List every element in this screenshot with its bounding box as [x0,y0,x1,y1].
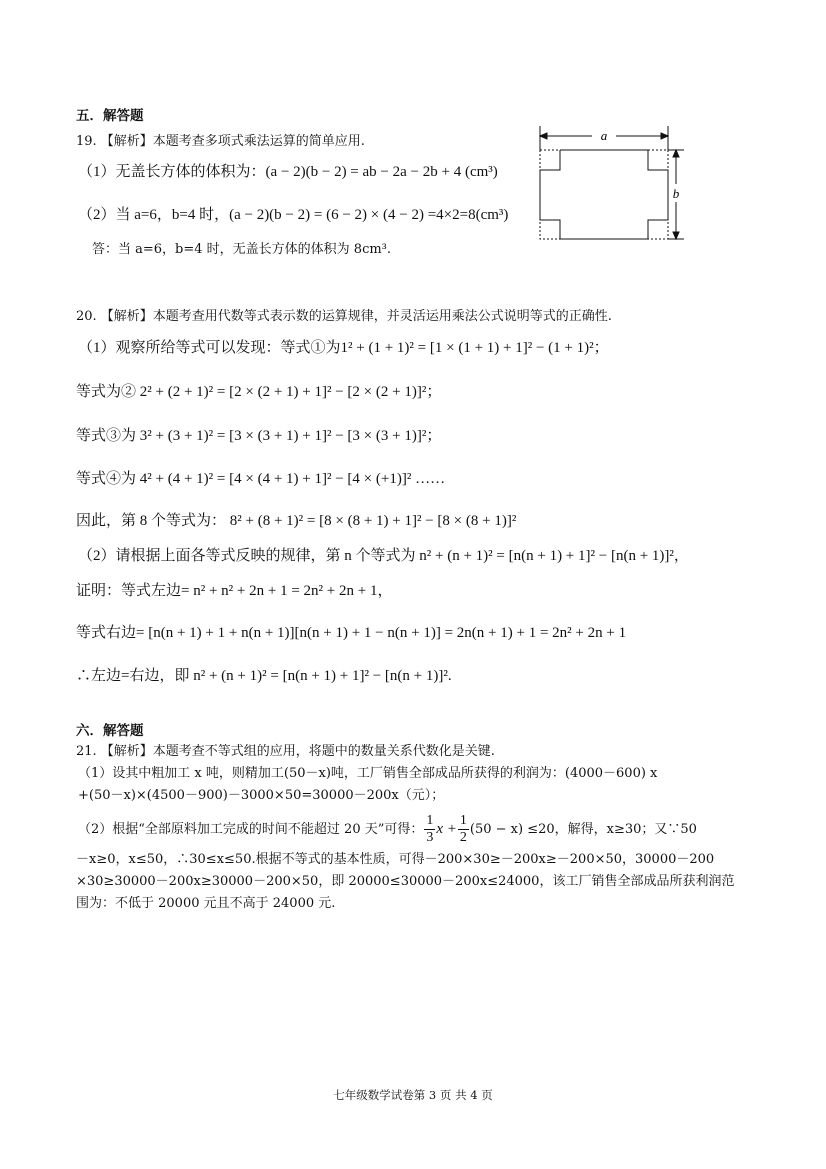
q20-line-1: （1）观察所给等式可以发现：等式①为1² + (1 + 1)² = [1 × (1 + 1) + 1]² − (1 + 1)²； [78,340,609,356]
q21-line-4: －x≥0，x≤50，∴30≤x≤50.根据不等式的基本性质，可得－200×30≥－200x≥－200×50，30000－200 [76,852,715,867]
q20-line-8: 等式右边= [n(n + 1) + 1 + n(n + 1)][n(n + 1) + 1 − n(n + 1)] = 2n(n + 1) + 1 = 2n² + 2n + 1 [76,625,627,641]
q20-line-6: （2）请根据上面各等式反映的规律，第 n 个等式为 n² + (n + 1)² = [n(n + 1) + 1]² − [n(n + 1)]²， [78,548,689,564]
q20-line-2: 等式为② 2² + (2 + 1)² = [2 × (2 + 1) + 1]² − [2 × (2 + 1)]²； [76,384,442,400]
q21-line-3-mid: x + [436,821,457,837]
q19-answer: 答：当 a=6，b=4 时，无盖长方体的体积为 8cm³. [92,242,392,257]
q21-line-3-pre: （2）根据“全部原料加工完成的时间不能超过 20 天”可得： [78,822,424,837]
q21-heading: 21. 【解析】本题考查不等式组的应用，将题中的数量关系代数化是关键. [76,744,495,759]
page-footer: 七年级数学试卷第 3 页 共 4 页 [333,1088,493,1102]
q20-heading: 20. 【解析】本题考查用代数等式表示数的运算规律，并灵活运用乘法公式说明等式的正确性. [76,309,612,324]
q21-line-5: ×30≥30000－200x≥30000－200×50，即 20000≤30000－200x≤24000，该工厂销售全部成品所获利润范 [76,874,735,889]
frac2-denominator: 2 [459,830,467,845]
label-b: b [672,186,680,201]
q20-line-5: 因此，第 8 个等式为： 8² + (8 + 1)² = [8 × (8 + 1) + 1]² − [8 × (8 + 1)]² [76,513,517,529]
section-title-5: 五．解答题 [76,108,144,124]
frac2-numerator: 1 [459,813,467,828]
q20-line-3: 等式③为 3² + (3 + 1)² = [3 × (3 + 1) + 1]² − [3 × (3 + 1)]²； [76,428,442,444]
q21-line-6: 围为：不低于 20000 元且不高于 24000 元. [76,896,336,911]
q21-line-2: +(50－x)×(4500－900)－3000×50=30000－200x（元）； [78,788,445,803]
q19-line-2: （2）当 a=6，b=4 时，(a − 2)(b − 2) = (6 − 2) × (4 − 2) =4×2=8(cm³) [78,207,509,223]
q20-line-7: 证明：等式左边= n² + n² + 2n + 1 = 2n² + 2n + 1， [76,583,393,599]
frac1-numerator: 1 [426,813,434,828]
q20-line-4: 等式④为 4² + (4 + 1)² = [4 × (4 + 1) + 1]² − [4 × (+1)]² …… [76,471,446,487]
q19-heading: 19. 【解析】本题考查多项式乘法运算的简单应用. [76,134,365,149]
q21-line-3 [78,810,697,849]
q19-line-1: （1）无盖长方体的体积为：(a − 2)(b − 2) = ab − 2a − 2b + 4 (cm³) [78,164,498,180]
q20-line-9: ∴左边=右边，即 n² + (n + 1)² = [n(n + 1) + 1]² − [n(n + 1)]². [76,668,452,684]
q21-line-1: （1）设其中粗加工 x 吨，则精加工(50－x)吨，工厂销售全部成品所获得的利润为：(4000－600) x [78,766,658,781]
frac1-denominator: 3 [426,830,434,845]
fraction-one-third [424,813,435,846]
section-title-6: 六．解答题 [76,723,144,739]
box-net-figure [530,124,690,244]
q21-line-3-post: (50 − x) ≤20，解得，x≥30；又∵50 [469,822,697,837]
label-a: a [600,128,608,143]
fraction-one-half [458,813,469,846]
